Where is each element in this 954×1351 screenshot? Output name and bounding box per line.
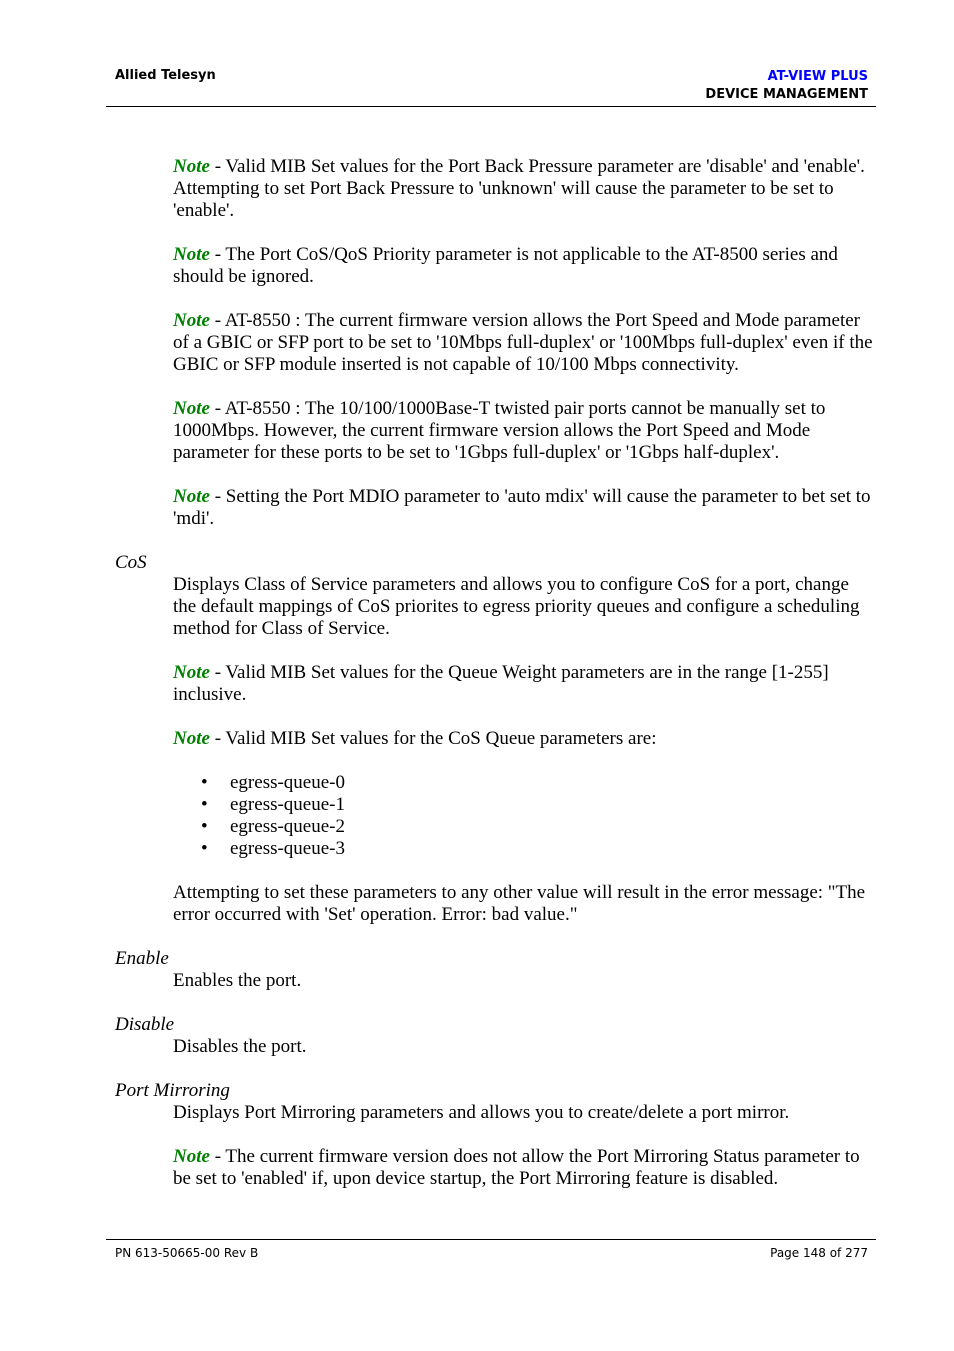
bullet: • — [201, 838, 208, 859]
header-title-block — [705, 68, 868, 104]
header-section: DEVICE MANAGEMENT — [705, 87, 868, 102]
note-label: Note — [173, 156, 210, 177]
bullet: • — [201, 794, 208, 815]
bullet: • — [201, 772, 208, 793]
bullet: • — [201, 816, 208, 837]
note-label: Note — [173, 662, 210, 683]
footer-part-number: PN 613-50665-00 Rev B — [115, 1246, 259, 1260]
note-text: - The Port CoS/QoS Priority parameter is not applicable to the AT-8500 series and should be ignored. — [173, 244, 838, 287]
queue-name: egress-queue-1 — [230, 794, 346, 815]
port-mirroring-description: Displays Port Mirroring parameters and allows you to create/delete a port mirror. — [173, 1102, 790, 1123]
note-text: - Valid MIB Set values for the CoS Queue parameters are: — [209, 728, 657, 749]
note-label: Note — [173, 398, 210, 419]
error-message-paragraph: Attempting to set these parameters to any other value will result in the error message: "The error occurred with 'Set' operation. Error: bad value." — [173, 882, 866, 925]
disable-title: Disable — [115, 1014, 175, 1035]
list-item — [201, 838, 875, 860]
note-text: - Valid MIB Set values for the Queue Weight parameters are in the range [1-255] inclusive. — [173, 662, 829, 705]
port-mirroring-title: Port Mirroring — [115, 1080, 230, 1101]
enable-description: Enables the port. — [173, 970, 302, 991]
queue-name: egress-queue-3 — [230, 838, 346, 859]
disable-description: Disables the port. — [173, 1036, 307, 1057]
cos-description: Displays Class of Service parameters and allows you to configure CoS for a port, change the default mappings of CoS priorites to egress priority queues and configure a scheduling method for Class of Service. — [173, 574, 860, 639]
note-label: Note — [173, 244, 210, 265]
note-paragraph — [173, 310, 873, 376]
note-paragraph — [173, 156, 873, 222]
footer-page-number: Page 148 of 277 — [770, 1246, 868, 1260]
header-divider — [106, 106, 876, 107]
note-paragraph — [173, 244, 873, 288]
note-text: - AT-8550 : The 10/100/1000Base-T twisted pair ports cannot be manually set to 1000Mbps. However, the current firmware version allows the Port Speed and Mode parameter for these ports to be set to '1Gbps full-duplex' or '1Gbps half-duplex'. — [173, 398, 826, 463]
note-paragraph — [173, 398, 873, 464]
list-item — [201, 794, 875, 816]
note-label: Note — [173, 486, 210, 507]
header-product: AT-VIEW PLUS — [767, 69, 868, 84]
header-company: Allied Telesyn — [115, 68, 216, 83]
page-content — [115, 156, 875, 1212]
note-label: Note — [173, 1146, 210, 1167]
footer-divider — [106, 1239, 876, 1240]
note-paragraph — [173, 486, 873, 530]
note-label: Note — [173, 310, 210, 331]
list-item — [201, 816, 875, 838]
note-text: - AT-8550 : The current firmware version allows the Port Speed and Mode parameter of a GBIC or SFP port to be set to '10Mbps full-duplex' or '100Mbps full-duplex' even if the GBIC or SFP module inserted is not capable of 10/100 Mbps connectivity. — [173, 310, 873, 375]
queue-name: egress-queue-0 — [230, 772, 346, 793]
enable-title: Enable — [115, 948, 169, 969]
queue-name: egress-queue-2 — [230, 816, 346, 837]
queue-list — [115, 772, 875, 860]
note-text: - Valid MIB Set values for the Port Back Pressure parameter are 'disable' and 'enable'. Attempting to set Port Back Pressure to 'unknown' will cause the parameter to be set to 'enable'. — [173, 156, 865, 221]
list-item — [201, 772, 875, 794]
cos-title: CoS — [115, 552, 147, 573]
note-paragraph — [173, 662, 873, 706]
note-label: Note — [173, 728, 210, 749]
note-text: - Setting the Port MDIO parameter to 'auto mdix' will cause the parameter to bet set to 'mdi'. — [173, 486, 871, 529]
note-paragraph — [173, 1146, 873, 1190]
note-text: - The current firmware version does not allow the Port Mirroring Status parameter to be set to 'enabled' if, upon device startup, the Port Mirroring feature is disabled. — [173, 1146, 860, 1189]
note-paragraph — [173, 728, 873, 750]
